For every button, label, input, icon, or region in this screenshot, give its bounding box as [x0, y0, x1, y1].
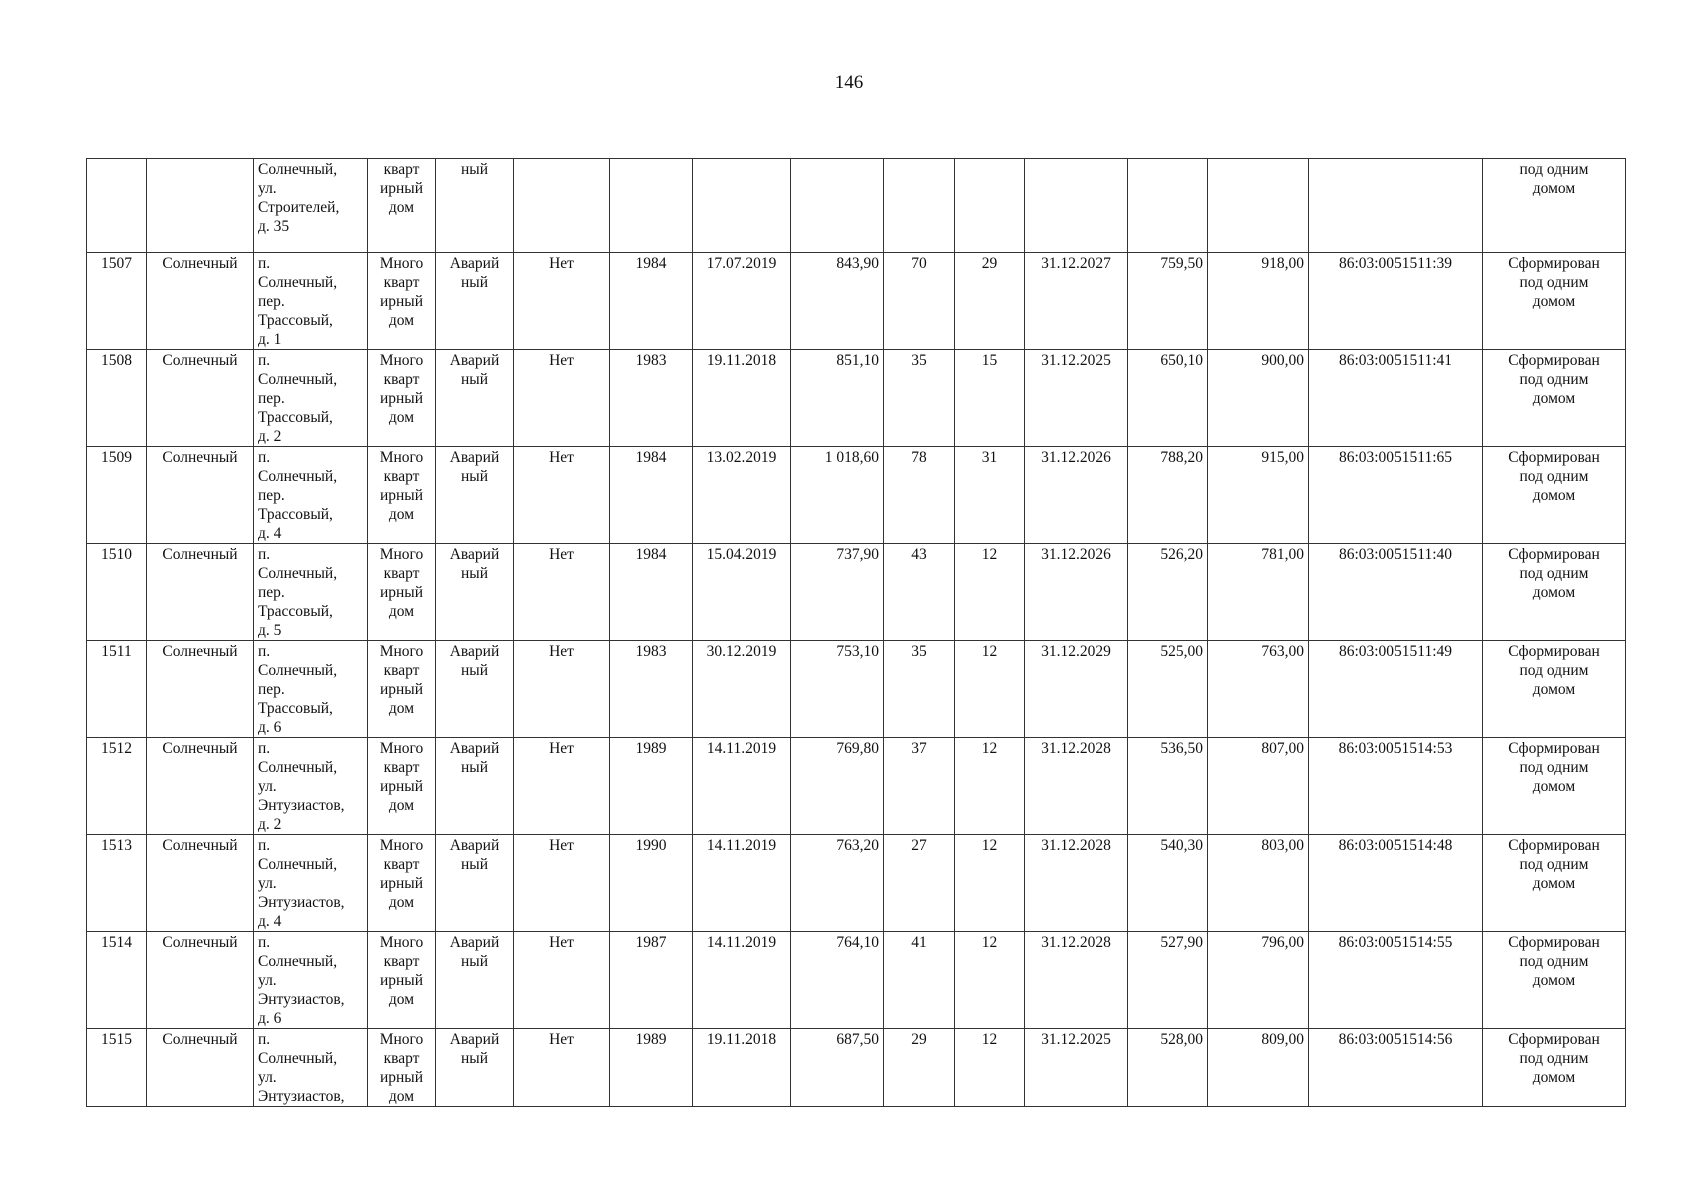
cell-flag	[514, 159, 610, 253]
cell-settlement: Солнечный	[147, 253, 254, 350]
cell-type: Много кварт ирный дом	[368, 835, 436, 932]
cell-residents: 29	[884, 1029, 955, 1107]
cell-living-area: 788,20	[1128, 447, 1208, 544]
cell-residents: 27	[884, 835, 955, 932]
cell-status: Аварий ный	[436, 447, 514, 544]
cell-settlement: Солнечный	[147, 835, 254, 932]
table-row	[87, 738, 1626, 835]
cell-area: 851,10	[791, 350, 884, 447]
page-number: 146	[834, 72, 864, 93]
cell-date: 19.11.2018	[693, 1029, 791, 1107]
cell-type: кварт ирный дом	[368, 159, 436, 253]
cell-address: п. Солнечный, ул. Энтузиастов, д. 6	[254, 932, 368, 1029]
cell-area: 753,10	[791, 641, 884, 738]
cell-flag: Нет	[514, 253, 610, 350]
cell-land-status: Сформирован под одним домом	[1483, 641, 1626, 738]
cell-status: Аварий ный	[436, 253, 514, 350]
cell-address: п. Солнечный, пер. Трассовый, д. 6	[254, 641, 368, 738]
cell-area: 763,20	[791, 835, 884, 932]
cell-cadastral: 86:03:0051511:40	[1309, 544, 1483, 641]
table-row	[87, 350, 1626, 447]
cell-residents: 35	[884, 641, 955, 738]
cell-residents: 41	[884, 932, 955, 1029]
cell-area	[791, 159, 884, 253]
cell-deadline: 31.12.2028	[1025, 835, 1128, 932]
cell-living-area: 536,50	[1128, 738, 1208, 835]
cell-land-status: под одним домом	[1483, 159, 1626, 253]
cell-living-area: 526,20	[1128, 544, 1208, 641]
cell-land-area	[1208, 159, 1309, 253]
cell-area: 843,90	[791, 253, 884, 350]
table-row	[87, 253, 1626, 350]
cell-flag: Нет	[514, 447, 610, 544]
cell-date: 13.02.2019	[693, 447, 791, 544]
cell-year: 1989	[610, 738, 693, 835]
cell-status: Аварий ный	[436, 738, 514, 835]
cell-date: 15.04.2019	[693, 544, 791, 641]
cell-deadline: 31.12.2028	[1025, 932, 1128, 1029]
cell-deadline: 31.12.2025	[1025, 350, 1128, 447]
cell-year: 1983	[610, 641, 693, 738]
cell-date: 14.11.2019	[693, 932, 791, 1029]
cell-address: п. Солнечный, ул. Энтузиастов, д. 2	[254, 738, 368, 835]
cell-status: Аварий ный	[436, 641, 514, 738]
cell-type: Много кварт ирный дом	[368, 447, 436, 544]
cell-residents: 37	[884, 738, 955, 835]
cell-deadline: 31.12.2028	[1025, 738, 1128, 835]
cell-living-area: 527,90	[1128, 932, 1208, 1029]
cell-date: 17.07.2019	[693, 253, 791, 350]
cell-type: Много кварт ирный дом	[368, 932, 436, 1029]
cell-living-area: 525,00	[1128, 641, 1208, 738]
cell-settlement: Солнечный	[147, 350, 254, 447]
cell-land-status: Сформирован под одним домом	[1483, 544, 1626, 641]
cell-settlement	[147, 159, 254, 253]
cell-land-status: Сформирован под одним домом	[1483, 1029, 1626, 1107]
cell-num: 1514	[87, 932, 147, 1029]
cell-num: 1515	[87, 1029, 147, 1107]
cell-settlement: Солнечный	[147, 544, 254, 641]
cell-address: п. Солнечный, ул. Энтузиастов,	[254, 1029, 368, 1107]
table-row	[87, 544, 1626, 641]
cell-living-area: 528,00	[1128, 1029, 1208, 1107]
cell-num: 1512	[87, 738, 147, 835]
cell-flag: Нет	[514, 544, 610, 641]
cell-cadastral: 86:03:0051511:49	[1309, 641, 1483, 738]
cell-num: 1513	[87, 835, 147, 932]
cell-deadline: 31.12.2026	[1025, 544, 1128, 641]
cell-land-area: 763,00	[1208, 641, 1309, 738]
cell-deadline: 31.12.2026	[1025, 447, 1128, 544]
cell-land-area: 900,00	[1208, 350, 1309, 447]
cell-residents	[884, 159, 955, 253]
cell-land-status: Сформирован под одним домом	[1483, 447, 1626, 544]
cell-status: Аварий ный	[436, 835, 514, 932]
cell-year: 1990	[610, 835, 693, 932]
cell-cadastral: 86:03:0051514:55	[1309, 932, 1483, 1029]
cell-date: 14.11.2019	[693, 835, 791, 932]
cell-year: 1983	[610, 350, 693, 447]
cell-living-area: 759,50	[1128, 253, 1208, 350]
cell-units: 12	[955, 1029, 1025, 1107]
cell-units: 29	[955, 253, 1025, 350]
cell-land-status: Сформирован под одним домом	[1483, 738, 1626, 835]
cell-flag: Нет	[514, 835, 610, 932]
cell-units: 12	[955, 932, 1025, 1029]
housing-registry-table	[86, 158, 1626, 1107]
cell-num: 1509	[87, 447, 147, 544]
cell-year: 1984	[610, 544, 693, 641]
cell-settlement: Солнечный	[147, 738, 254, 835]
cell-settlement: Солнечный	[147, 447, 254, 544]
cell-type: Много кварт ирный дом	[368, 350, 436, 447]
cell-flag: Нет	[514, 738, 610, 835]
cell-residents: 78	[884, 447, 955, 544]
cell-settlement: Солнечный	[147, 932, 254, 1029]
cell-type: Много кварт ирный дом	[368, 641, 436, 738]
cell-flag: Нет	[514, 1029, 610, 1107]
cell-land-status: Сформирован под одним домом	[1483, 932, 1626, 1029]
cell-date: 30.12.2019	[693, 641, 791, 738]
cell-deadline	[1025, 159, 1128, 253]
cell-deadline: 31.12.2025	[1025, 1029, 1128, 1107]
cell-units: 31	[955, 447, 1025, 544]
cell-area: 687,50	[791, 1029, 884, 1107]
cell-status: Аварий ный	[436, 544, 514, 641]
cell-address: п. Солнечный, пер. Трассовый, д. 4	[254, 447, 368, 544]
cell-num: 1507	[87, 253, 147, 350]
cell-land-area: 781,00	[1208, 544, 1309, 641]
cell-status: Аварий ный	[436, 350, 514, 447]
cell-living-area	[1128, 159, 1208, 253]
cell-flag: Нет	[514, 641, 610, 738]
cell-land-area: 915,00	[1208, 447, 1309, 544]
cell-type: Много кварт ирный дом	[368, 1029, 436, 1107]
cell-land-area: 803,00	[1208, 835, 1309, 932]
cell-cadastral: 86:03:0051514:48	[1309, 835, 1483, 932]
cell-date	[693, 159, 791, 253]
cell-address: п. Солнечный, пер. Трассовый, д. 2	[254, 350, 368, 447]
cell-area: 1 018,60	[791, 447, 884, 544]
cell-status: ный	[436, 159, 514, 253]
table-row	[87, 932, 1626, 1029]
cell-type: Много кварт ирный дом	[368, 253, 436, 350]
table-row	[87, 1029, 1626, 1107]
cell-year: 1987	[610, 932, 693, 1029]
cell-address: Солнечный, ул. Строителей, д. 35	[254, 159, 368, 253]
cell-units: 15	[955, 350, 1025, 447]
cell-cadastral: 86:03:0051514:53	[1309, 738, 1483, 835]
cell-settlement: Солнечный	[147, 1029, 254, 1107]
cell-residents: 35	[884, 350, 955, 447]
cell-year: 1984	[610, 253, 693, 350]
cell-land-area: 918,00	[1208, 253, 1309, 350]
table-row	[87, 447, 1626, 544]
cell-status: Аварий ный	[436, 932, 514, 1029]
cell-num	[87, 159, 147, 253]
cell-date: 19.11.2018	[693, 350, 791, 447]
cell-num: 1511	[87, 641, 147, 738]
cell-flag: Нет	[514, 932, 610, 1029]
cell-year	[610, 159, 693, 253]
cell-type: Много кварт ирный дом	[368, 544, 436, 641]
cell-deadline: 31.12.2029	[1025, 641, 1128, 738]
cell-address: п. Солнечный, пер. Трассовый, д. 5	[254, 544, 368, 641]
cell-land-area: 796,00	[1208, 932, 1309, 1029]
cell-units: 12	[955, 738, 1025, 835]
cell-units: 12	[955, 641, 1025, 738]
cell-year: 1989	[610, 1029, 693, 1107]
cell-area: 769,80	[791, 738, 884, 835]
cell-flag: Нет	[514, 350, 610, 447]
cell-cadastral: 86:03:0051511:41	[1309, 350, 1483, 447]
cell-cadastral: 86:03:0051514:56	[1309, 1029, 1483, 1107]
cell-land-status: Сформирован под одним домом	[1483, 350, 1626, 447]
cell-cadastral	[1309, 159, 1483, 253]
cell-date: 14.11.2019	[693, 738, 791, 835]
cell-num: 1508	[87, 350, 147, 447]
cell-area: 737,90	[791, 544, 884, 641]
cell-area: 764,10	[791, 932, 884, 1029]
cell-units: 12	[955, 544, 1025, 641]
cell-residents: 43	[884, 544, 955, 641]
cell-living-area: 650,10	[1128, 350, 1208, 447]
cell-year: 1984	[610, 447, 693, 544]
cell-land-status: Сформирован под одним домом	[1483, 253, 1626, 350]
cell-living-area: 540,30	[1128, 835, 1208, 932]
cell-cadastral: 86:03:0051511:39	[1309, 253, 1483, 350]
cell-units: 12	[955, 835, 1025, 932]
cell-residents: 70	[884, 253, 955, 350]
cell-address: п. Солнечный, пер. Трассовый, д. 1	[254, 253, 368, 350]
cell-land-status: Сформирован под одним домом	[1483, 835, 1626, 932]
cell-settlement: Солнечный	[147, 641, 254, 738]
table-row	[87, 835, 1626, 932]
table-row	[87, 641, 1626, 738]
cell-land-area: 807,00	[1208, 738, 1309, 835]
cell-land-area: 809,00	[1208, 1029, 1309, 1107]
cell-type: Много кварт ирный дом	[368, 738, 436, 835]
cell-deadline: 31.12.2027	[1025, 253, 1128, 350]
table-row-continued	[87, 159, 1626, 253]
cell-address: п. Солнечный, ул. Энтузиастов, д. 4	[254, 835, 368, 932]
cell-num: 1510	[87, 544, 147, 641]
cell-status: Аварий ный	[436, 1029, 514, 1107]
cell-cadastral: 86:03:0051511:65	[1309, 447, 1483, 544]
cell-units	[955, 159, 1025, 253]
